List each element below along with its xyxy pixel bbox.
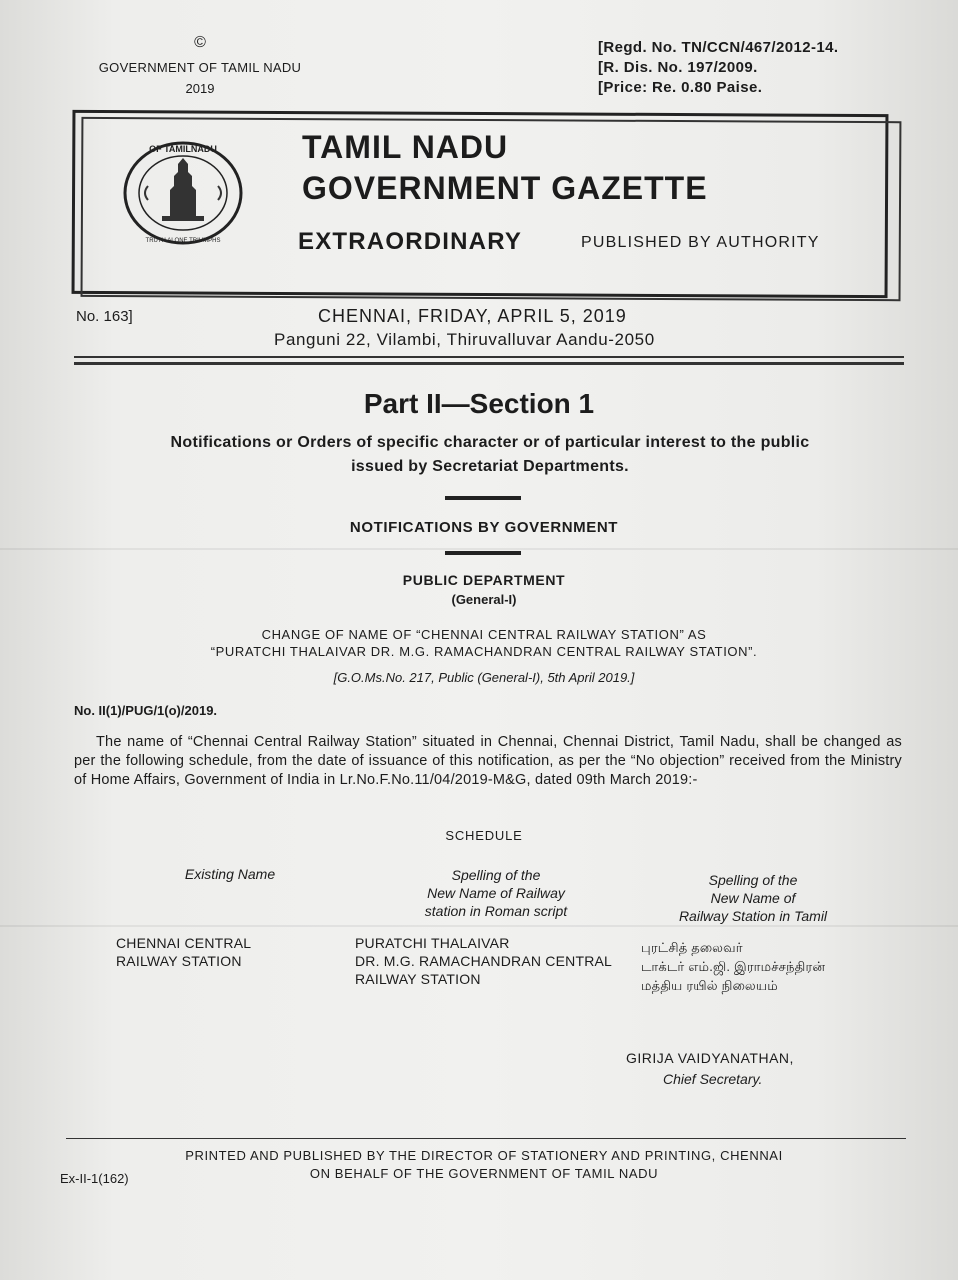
divider-rule xyxy=(74,362,904,365)
header-line: Existing Name xyxy=(184,866,276,882)
print-code: Ex-II-1(162) xyxy=(60,1171,129,1186)
schedule-cell-roman xyxy=(355,934,635,988)
signatory-name: GIRIJA VAIDYANATHAN, xyxy=(626,1050,794,1066)
schedule-cell-tamil xyxy=(641,938,901,995)
imprint-line1: PRINTED AND PUBLISHED BY THE DIRECTOR OF STATIONERY AND PRINTING, CHENNAI xyxy=(185,1148,783,1163)
cell-line: புரட்சித் தலைவர் xyxy=(641,940,743,955)
change-of-name-heading xyxy=(0,626,958,660)
issue-date: CHENNAI, FRIDAY, APRIL 5, 2019 xyxy=(318,306,627,326)
change-line1: CHANGE OF NAME OF “CHENNAI CENTRAL RAILWAY STATION” AS xyxy=(261,627,707,642)
divider-rule xyxy=(74,356,904,358)
order-number: No. II(1)/PUG/1(o)/2019. xyxy=(74,703,218,718)
schedule-header-roman xyxy=(396,866,596,920)
svg-text:TRUTH ALONE TRIUMPHS: TRUTH ALONE TRIUMPHS xyxy=(145,238,221,244)
notifications-heading: NOTIFICATIONS BY GOVERNMENT xyxy=(349,519,619,536)
cell-line: RAILWAY STATION xyxy=(116,953,242,969)
published-by-authority: PUBLISHED BY AUTHORITY xyxy=(581,234,820,251)
imprint-line2: ON BEHALF OF THE GOVERNMENT OF TAMIL NADU xyxy=(309,1166,659,1181)
header-line: Spelling of the xyxy=(451,867,541,883)
part-title: Part II—Section 1 xyxy=(363,388,595,419)
cell-line: RAILWAY STATION xyxy=(355,971,481,987)
rdis-number: [R. Dis. No. 197/2009. xyxy=(598,59,758,76)
regd-number: [Regd. No. TN/CCN/467/2012-14. xyxy=(598,39,839,56)
cell-line: PURATCHI THALAIVAR xyxy=(355,935,510,951)
tamil-nadu-seal-icon xyxy=(118,138,248,248)
gazette-title-line2: GOVERNMENT GAZETTE xyxy=(302,170,708,206)
paper-fold xyxy=(0,925,958,927)
svg-text:OF TAMILNADU: OF TAMILNADU xyxy=(149,144,217,154)
extraordinary-label: EXTRAORDINARY xyxy=(298,228,523,255)
department-heading: PUBLIC DEPARTMENT xyxy=(402,572,566,588)
cell-line: டாக்டர் எம்.ஜி. இராமச்சந்திரன் xyxy=(641,959,826,974)
gazette-title-line1: TAMIL NADU xyxy=(302,129,509,165)
registration-block xyxy=(598,38,838,98)
footer-rule xyxy=(66,1138,906,1139)
paper-fold xyxy=(0,548,958,550)
header-line: New Name of Railway xyxy=(427,885,565,901)
year: 2019 xyxy=(185,81,215,96)
change-line2: “PURATCHI THALAIVAR DR. M.G. RAMACHANDRAN CENTRAL RAILWAY STATION”. xyxy=(210,644,758,659)
cell-line: மத்திய ரயில் நிலையம் xyxy=(641,978,778,993)
part-subtitle-line2: issued by Secretariat Departments. xyxy=(351,458,629,475)
cell-line: CHENNAI CENTRAL xyxy=(116,935,252,951)
header-line: New Name of xyxy=(710,890,796,906)
issue-number: No. 163] xyxy=(76,308,133,325)
tamil-calendar-date: Panguni 22, Vilambi, Thiruvalluvar Aandu-2050 xyxy=(274,330,655,349)
short-rule xyxy=(445,551,521,555)
printer-imprint xyxy=(0,1147,958,1183)
part-subtitle xyxy=(60,431,920,479)
department-section: (General-I) xyxy=(451,592,517,607)
header-line: station in Roman script xyxy=(424,903,568,919)
short-rule xyxy=(445,496,521,500)
schedule-header-tamil xyxy=(648,871,858,925)
government-name: GOVERNMENT OF TAMIL NADU xyxy=(98,60,302,75)
signatory-title: Chief Secretary. xyxy=(663,1071,763,1087)
schedule-cell-existing xyxy=(116,934,296,970)
copyright-symbol: © xyxy=(194,34,206,51)
header-line: Railway Station in Tamil xyxy=(678,908,828,924)
price: [Price: Re. 0.80 Paise. xyxy=(598,79,763,96)
header-line: Spelling of the xyxy=(708,872,798,888)
go-reference: [G.O.Ms.No. 217, Public (General-I), 5th April 2019.] xyxy=(333,670,635,685)
schedule-header-existing xyxy=(150,865,310,883)
part-subtitle-line1: Notifications or Orders of specific character or of particular interest to the public xyxy=(170,434,810,451)
schedule-title: SCHEDULE xyxy=(445,828,523,843)
notification-body-text: The name of “Chennai Central Railway Station” situated in Chennai, Chennai District, Tamil Nadu, shall be changed as per the following schedule, from the date of issuance of this notification, as per the “No objection” received from the Ministry of Home Affairs, Government of India in Lr.No.F.No.11/04/2019-M&G, dated 09th March 2019:- xyxy=(74,734,902,788)
notification-body xyxy=(74,733,902,790)
cell-line: DR. M.G. RAMACHANDRAN CENTRAL xyxy=(355,953,613,969)
